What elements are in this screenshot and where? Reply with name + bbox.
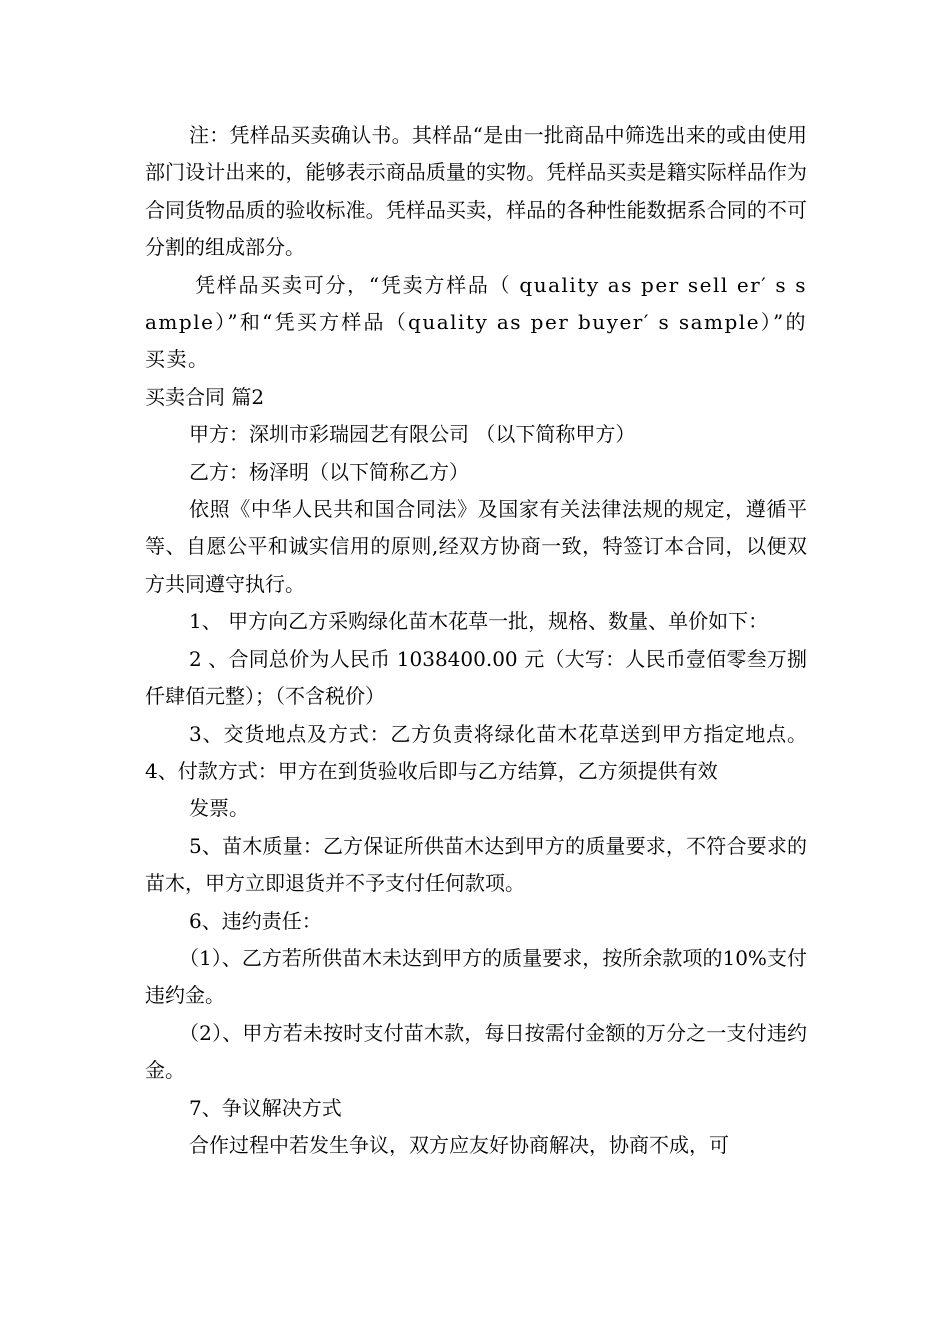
party-b: 乙方：杨泽明（以下简称乙方）: [189, 459, 469, 484]
legal-basis-paragraph: 依照《中华人民共和国合同法》及国家有关法律法规的规定，遵循平等、自愿公平和诚实信用的原则,经双方协商一致，特签订本合同，以便双方共同遵守执行。: [145, 497, 807, 596]
clause-6-item-1: （1）、乙方若所供苗木未达到甲方的质量要求，按所余款项的10%支付违约金。: [145, 945, 807, 1008]
clause-2: 2 、合同总价为人民币 1038400.00 元（大写：人民币壹佰零叁万捌仟肆佰元整）；（不含税价）: [145, 646, 807, 709]
invoice-line: 发票。: [189, 796, 249, 821]
clause-5: 5、苗木质量：乙方保证所供苗木达到甲方的质量要求，不符合要求的苗木，甲方立即退货并不予支付任何款项。: [145, 833, 807, 896]
clause-3-4: 3、交货地点及方式：乙方负责将绿化苗木花草送到甲方指定地点。 4、付款方式：甲方在到货验收后即与乙方结算，乙方须提供有效: [145, 721, 807, 783]
clause-7-heading: 7、争议解决方式: [189, 1095, 342, 1120]
section-heading: 买卖合同 篇2: [145, 384, 265, 409]
party-a: 甲方：深圳市彩瑞园艺有限公司 （以下简称甲方）: [189, 422, 636, 447]
clause-7-text: 合作过程中若发生争议，双方应友好协商解决，协商不成，可: [189, 1132, 729, 1157]
clause-6-heading: 6、违约责任：: [189, 908, 322, 933]
note-paragraph: 注：凭样品买卖确认书。其样品“是由一批商品中筛选出来的或由使用部门设计出来的，能够表示商品质量的实物。凭样品买卖是籍实际样品作为合同货物品质的验收标准。凭样品买卖，样品的各种性能数据系合同的不可分割的组成部分。: [145, 123, 807, 260]
sample-types-paragraph: 凭样品买卖可分，“凭卖方样品（ quality as per sell er′ s sample）”和“凭买方样品（quality as per buyer′ s sample）”的买卖。: [145, 272, 807, 372]
document-page: [145, 117, 807, 1164]
clause-1: 1、 甲方向乙方采购绿化苗木花草一批，规格、数量、单价如下：: [189, 609, 769, 634]
clause-6-item-2: （2）、甲方若未按时支付苗木款，每日按需付金额的万分之一支付违约金。: [145, 1020, 807, 1083]
